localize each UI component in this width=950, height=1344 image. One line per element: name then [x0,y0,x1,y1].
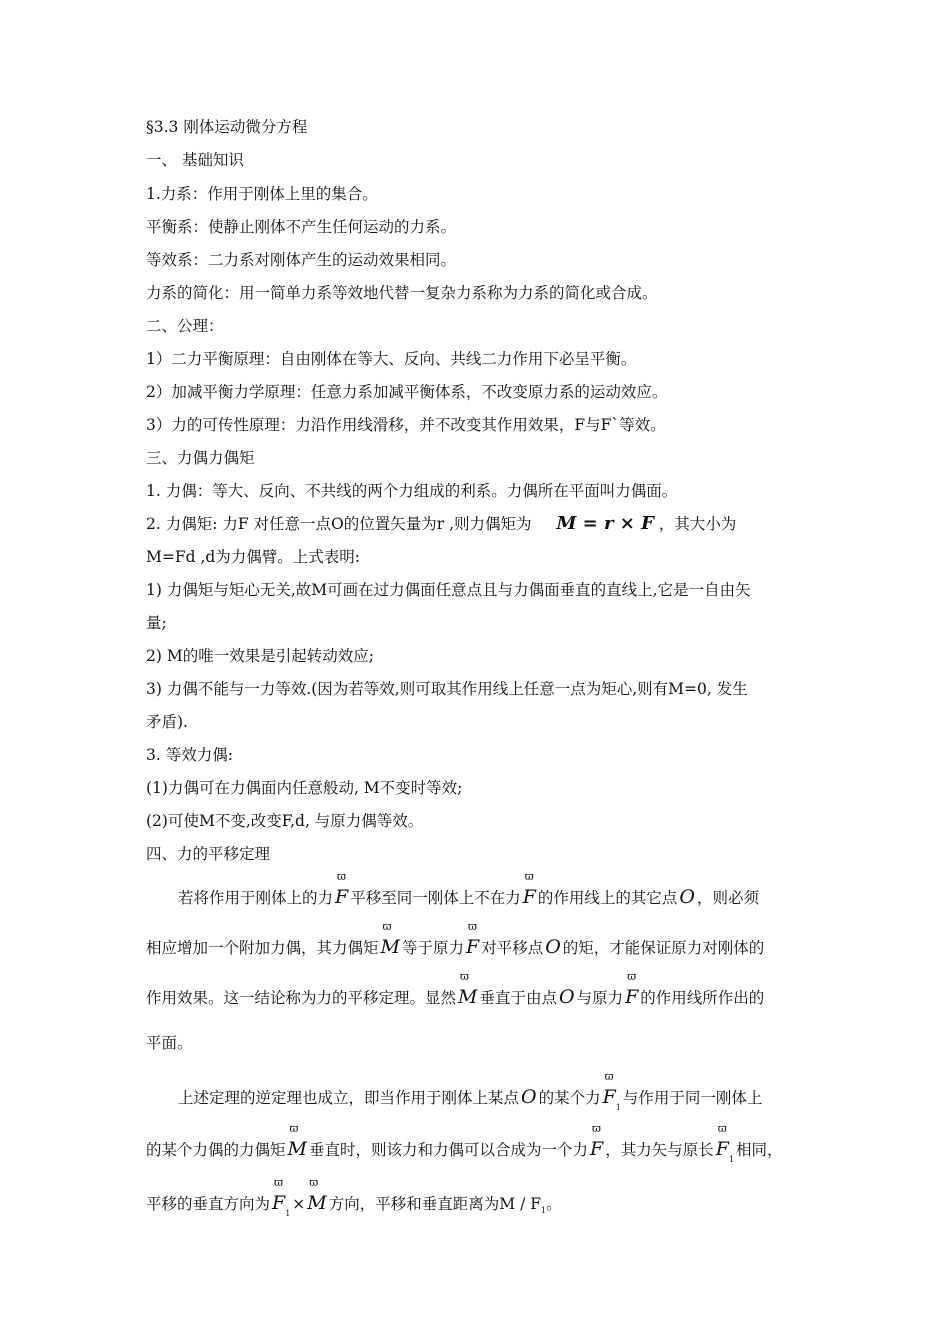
point-O-symbol [679,886,695,908]
vector-arrow-icon: ϖ [460,970,469,983]
text-line: 矛盾). [146,713,188,731]
text-span: ，其大小为 [658,515,737,533]
text-line: 3) 力偶不能与一力等效.(因为若等效,则可取其作用线上任意一点为矩心,则有M=0, 发生 [146,680,748,698]
text-span: ，则必须 [697,889,760,907]
paragraph-row [146,1122,783,1169]
text-line: 3）力的可传性原理：力沿作用线滑移，并不改变其作用效果，F与F`等效。 [146,416,666,434]
text-span: 的某个力 [538,1089,601,1107]
symbol-text: M [307,1192,327,1214]
heading-axioms: 二、公理： [146,317,224,335]
symbol-text: M [458,986,478,1008]
heading-translation: 四、力的平移定理 [146,845,271,863]
text-span: ，其力矢与原长 [605,1141,714,1159]
point-O-symbol [545,936,561,958]
text-span: 平移至同一刚体上不在力 [350,889,521,907]
text-line: 1.力系：作用于刚体上里的集合。 [146,185,378,203]
text-line: 力系的简化：用一简单力系等效地代替一复杂力系称为力系的简化或合成。 [146,284,658,302]
subscript-text: 1 [615,1102,621,1112]
text-span: 。 [546,1195,562,1213]
text-line [146,514,736,534]
text-line: 3. 等效力偶: [146,746,233,764]
vector-M-symbol [307,1176,327,1214]
symbol-text: O [545,936,561,958]
vector-arrow-icon: ϖ [337,870,346,883]
symbol-text: F [522,886,536,908]
text-span: 相同， [735,1141,783,1159]
vector-F-symbol [466,920,480,958]
text-span: 垂直于由点 [479,989,557,1007]
vector-F-symbol [335,870,349,908]
text-span: 上述定理的逆定理也成立，即当作用于刚体上某点 [178,1089,520,1107]
vector-F1-symbol [602,1070,621,1117]
vector-F-symbol [625,970,639,1008]
symbol-text: F [715,1138,729,1160]
symbol-text: F [466,936,480,958]
vector-F1-symbol [715,1122,734,1169]
text-span: 的作用线上的其它点 [537,889,678,907]
vector-F-symbol [590,1122,604,1160]
heading-basics: 一、 基础知识 [146,151,244,169]
paragraph-row [146,1176,562,1223]
text-line: 1) 力偶矩与矩心无关,故M可画在过力偶面任意点且与力偶面垂直的直线上,它是一自由矢 [146,581,751,599]
vector-arrow-icon: ϖ [717,1122,727,1135]
vector-arrow-icon: ϖ [382,920,392,933]
section-title: §3.3 刚体运动微分方程 [146,118,308,136]
text-line: 量; [146,614,167,632]
vector-arrow-icon: ϖ [524,870,534,883]
symbol-text: F [602,1086,616,1108]
vector-F-symbol [522,870,536,908]
paragraph-row [178,870,760,909]
heading-couple: 三、力偶力偶矩 [146,449,255,467]
paragraph-row [146,920,765,959]
text-line: (2)可使M不变,改变F,d, 与原力偶等效。 [146,812,424,830]
symbol-text: F [335,886,349,908]
text-line: 等效系：二力系对刚体产生的运动效果相同。 [146,251,457,269]
text-span: 与原力 [576,989,624,1007]
text-span: 方向，平移和垂直距离为M / F [328,1195,541,1213]
symbol-text: F [272,1192,286,1214]
text-span: 等于原力 [401,939,464,957]
paragraph-row [146,970,765,1009]
point-O-symbol [521,1086,537,1108]
symbol-text: M [380,936,400,958]
text-line: M=Fd ,d为力偶臂。上式表明: [146,548,361,566]
vector-arrow-icon: ϖ [604,1070,614,1083]
point-O-symbol [559,986,575,1008]
formula-moment: M = r × F [556,513,654,534]
symbol-text: O [679,886,695,908]
subscript-text: 1 [285,1208,291,1218]
vector-M-symbol [287,1122,307,1160]
symbol-text: O [559,986,575,1008]
vector-F1-symbol [272,1176,291,1223]
text-line: 1）二力平衡原理：自由刚体在等大、反向、共线二力作用下必呈平衡。 [146,350,637,368]
text-span: 的某个力偶的力偶矩 [146,1141,286,1159]
vector-M-symbol [458,970,478,1008]
vector-arrow-icon: ϖ [627,970,637,983]
text-span: 若将作用于刚体上的力 [178,889,334,907]
paragraph-row: 平面。 [146,1034,193,1052]
text-line: 2) M的唯一效果是引起转动效应; [146,647,374,665]
text-line: 2）加减平衡力学原理：任意力系加减平衡体系，不改变原力系的运动效应。 [146,383,668,401]
paragraph-row [178,1070,763,1117]
symbol-text: M [287,1138,307,1160]
vector-arrow-icon: ϖ [309,1176,319,1189]
symbol-text: F [625,986,639,1008]
symbol-text: F [590,1138,604,1160]
text-line: (1)力偶可在力偶面内任意般动, M不变时等效; [146,779,463,797]
cross-symbol: × [292,1195,306,1213]
vector-M-symbol [380,920,400,958]
text-span: 的作用线所作出的 [640,989,765,1007]
vector-arrow-icon: ϖ [289,1122,299,1135]
subscript-text: 1 [540,1206,547,1216]
text-span: 与作用于同一刚体上 [622,1089,763,1107]
text-span: 平移的垂直方向为 [146,1195,271,1213]
text-span: 垂直时，则该力和力偶可以合成为一个力 [308,1141,588,1159]
text-span: 相应增加一个附加力偶，其力偶矩 [146,939,379,957]
vector-arrow-icon: ϖ [592,1122,601,1135]
text-line: 1. 力偶：等大、反向、不共线的两个力组成的利系。力偶所在平面叫力偶面。 [146,482,678,500]
text-span: 的矩，才能保证原力对刚体的 [562,939,765,957]
text-span: 作用效果。这一结论称为力的平移定理。显然 [146,989,457,1007]
vector-arrow-icon: ϖ [274,1176,283,1189]
vector-arrow-icon: ϖ [468,920,477,933]
subscript-text: 1 [728,1154,734,1164]
text-span: 2. 力偶矩: 力F 对任意一点O的位置矢量为r ,则力偶矩为 [146,515,532,533]
text-span: 对平移点 [481,939,544,957]
symbol-text: O [521,1086,537,1108]
text-line: 平衡系：使静止刚体不产生任何运动的力系。 [146,218,457,236]
